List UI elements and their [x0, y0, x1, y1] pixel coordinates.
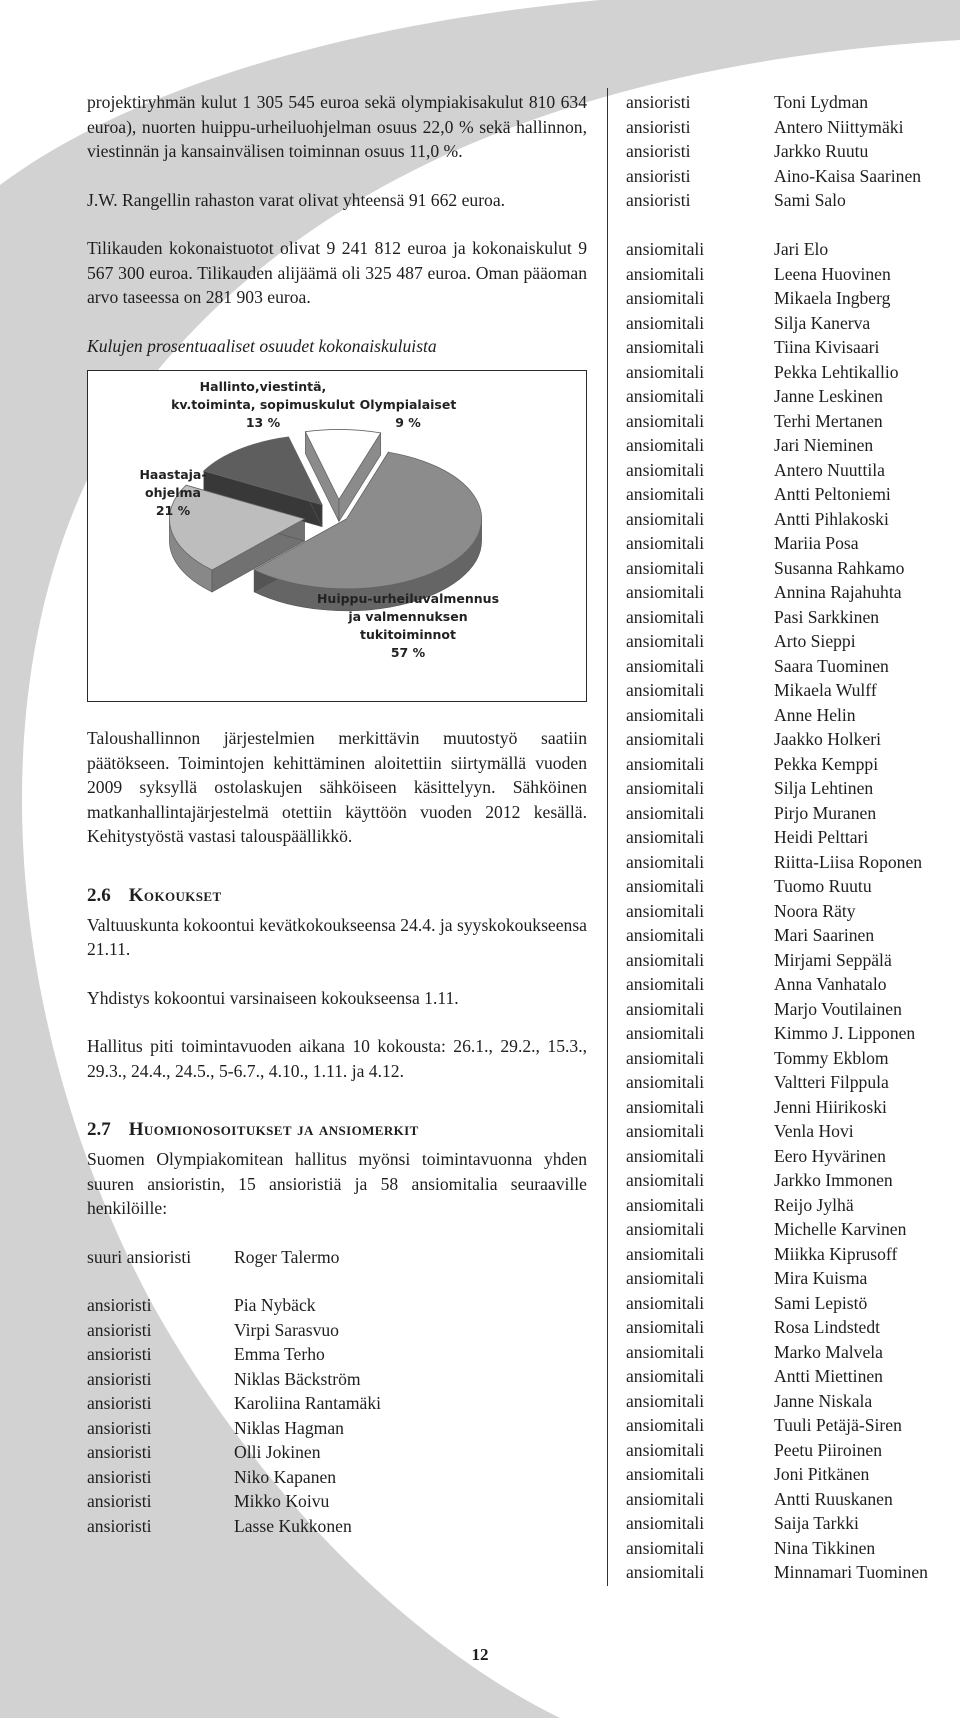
award-type: ansiomitali — [626, 704, 705, 725]
award-name: Mikko Koivu — [234, 1491, 330, 1511]
award-name: Mira Kuisma — [774, 1268, 868, 1288]
award-name: Mariia Posa — [774, 533, 859, 553]
award-name: Minnamari Tuominen — [774, 1562, 928, 1582]
award-type: ansioristi — [87, 1442, 152, 1462]
award-type: ansiomitali — [626, 1268, 705, 1288]
award-name: Emma Terho — [234, 1344, 325, 1364]
list-item — [87, 1293, 587, 1318]
list-item — [626, 1438, 956, 1463]
award-name: Toni Lydman — [774, 92, 869, 112]
pie-label-line: Olympialaiset — [359, 397, 457, 412]
award-type: ansiomitali — [626, 1121, 705, 1141]
award-name: Tommy Ekblom — [774, 1047, 889, 1068]
award-name: Reijo Jylhä — [774, 1194, 854, 1215]
list-item — [87, 1367, 587, 1392]
list-item — [626, 752, 956, 777]
award-type: ansiomitali — [626, 1488, 705, 1509]
award-type: ansioristi — [626, 116, 691, 137]
page-number: 12 — [471, 1645, 489, 1664]
award-name: Noora Räty — [774, 900, 856, 921]
list-item — [626, 1217, 956, 1242]
award-type: ansioristi — [626, 190, 691, 210]
award-type: ansioristi — [87, 1515, 152, 1536]
list-item — [626, 899, 956, 924]
award-type: ansiomitali — [626, 239, 705, 259]
award-name: Pirjo Muranen — [774, 802, 877, 823]
award-type: ansiomitali — [626, 1537, 705, 1558]
list-item — [626, 311, 956, 336]
award-name: Lasse Kukkonen — [234, 1515, 352, 1536]
list-item — [626, 531, 956, 556]
list-item — [626, 629, 956, 654]
award-name: Antti Pihlakoski — [774, 508, 889, 529]
award-name: Niklas Hagman — [234, 1417, 344, 1438]
award-name: Niklas Bäckström — [234, 1368, 361, 1389]
award-type: ansiomitali — [626, 949, 705, 970]
list-item — [87, 1514, 587, 1539]
award-name: Sami Salo — [774, 190, 846, 210]
award-name: Silja Lehtinen — [774, 778, 874, 798]
award-name: Arto Sieppi — [774, 631, 856, 651]
list-item — [626, 776, 956, 801]
pie-label-line: Hallinto,viestintä, — [199, 379, 327, 394]
award-name: Riitta-Liisa Roponen — [774, 851, 923, 872]
award-name: Anne Helin — [774, 704, 856, 725]
award-type: ansiomitali — [626, 1292, 705, 1313]
list-item — [626, 703, 956, 728]
award-type: ansiomitali — [626, 900, 705, 921]
list-item — [626, 164, 956, 189]
award-name: Jenni Hiirikoski — [774, 1096, 887, 1117]
list-item — [626, 1315, 956, 1340]
award-type: ansiomitali — [626, 753, 705, 774]
award-list-ansioristi — [626, 90, 956, 213]
list-item — [626, 90, 956, 115]
award-name: Susanna Rahkamo — [774, 557, 905, 578]
award-type: ansiomitali — [626, 974, 705, 994]
award-name: Olli Jokinen — [234, 1442, 321, 1462]
section-number: 2.7 — [87, 1119, 111, 1140]
list-item — [626, 262, 956, 287]
award-type: ansiomitali — [626, 361, 705, 382]
award-type: ansiomitali — [626, 1243, 705, 1264]
list-item — [626, 1193, 956, 1218]
list-item — [626, 433, 956, 458]
list-item — [626, 923, 956, 948]
list-item — [87, 1465, 587, 1490]
pie-label-line: ja valmennuksen — [348, 609, 468, 624]
award-type: ansiomitali — [626, 778, 705, 798]
award-name: Nina Tikkinen — [774, 1537, 876, 1558]
award-name: Tuuli Petäjä-Siren — [774, 1415, 902, 1435]
section-heading-huomionosoitukset — [87, 1117, 587, 1143]
list-item — [626, 1070, 956, 1095]
award-type: ansiomitali — [626, 680, 705, 700]
pie-label-line: Haastaja- — [139, 467, 207, 482]
list-item — [626, 1487, 956, 1512]
award-name: Anna Vanhatalo — [774, 974, 887, 994]
award-type: ansiomitali — [626, 1366, 705, 1386]
award-type: ansiomitali — [626, 582, 705, 602]
award-name: Pekka Kemppi — [774, 753, 879, 774]
award-list-ansiomitali — [626, 237, 956, 1585]
award-type: ansiomitali — [626, 386, 705, 406]
award-type: ansioristi — [87, 1295, 152, 1315]
list-item — [87, 1440, 587, 1465]
list-item — [626, 1095, 956, 1120]
list-item — [626, 948, 956, 973]
chart-caption: Kulujen prosentuaaliset osuudet kokonaiskuluista — [87, 335, 437, 356]
pie-slice-tops — [169, 430, 481, 589]
list-item — [87, 1489, 587, 1514]
list-item — [626, 335, 956, 360]
list-item — [626, 678, 956, 703]
list-item — [626, 580, 956, 605]
award-type: ansiomitali — [626, 263, 705, 284]
list-item — [87, 1391, 587, 1416]
list-item — [626, 727, 956, 752]
award-type: ansiomitali — [626, 435, 705, 455]
list-item — [626, 1462, 956, 1487]
list-item — [626, 1340, 956, 1365]
list-item — [626, 458, 956, 483]
paragraph-yhdistys: Yhdistys kokoontui varsinaiseen kokoukseensa 1.11. — [87, 987, 459, 1008]
award-name: Saija Tarkki — [774, 1513, 859, 1533]
group-spacer — [626, 213, 956, 238]
award-name: Antti Peltoniemi — [774, 484, 891, 504]
pie-label-4 — [360, 397, 457, 430]
award-name: Antti Miettinen — [774, 1366, 883, 1386]
award-type: ansiomitali — [626, 337, 705, 357]
paragraph-hallitus: Hallitus piti toimintavuoden aikana 10 kokousta: 26.1., 29.2., 15.3., 29.3., 24.4., 24.5., 5-6.7., 4.10., 1.11. ja 4.12. — [87, 1036, 587, 1081]
award-name: Marjo Voutilainen — [774, 998, 902, 1019]
award-type: ansioristi — [87, 1393, 152, 1413]
award-type: ansiomitali — [626, 508, 705, 529]
list-item — [626, 972, 956, 997]
award-name: Pia Nybäck — [234, 1295, 316, 1315]
left-column — [87, 90, 587, 1538]
award-name: Jaakko Holkeri — [774, 729, 881, 749]
award-name: Aino-Kaisa Saarinen — [774, 165, 922, 186]
award-name: Mikaela Ingberg — [774, 288, 891, 308]
award-name: Kimmo J. Lipponen — [774, 1023, 916, 1043]
award-name: Antero Nuuttila — [774, 459, 885, 480]
award-name: Jari Elo — [774, 239, 829, 259]
list-item — [626, 237, 956, 262]
award-name: Janne Niskala — [774, 1390, 873, 1411]
award-type: ansiomitali — [626, 998, 705, 1019]
award-type: ansiomitali — [626, 1513, 705, 1533]
list-item — [626, 556, 956, 581]
paragraph-totals: Tilikauden kokonaistuotot olivat 9 241 812 euroa ja kokonaiskulut 9 567 300 euroa. Tilikauden alijäämä oli 325 487 euroa. Oman pääoman arvo taseessa on 281 903 euroa. — [87, 238, 587, 307]
award-type: ansiomitali — [626, 1317, 705, 1337]
award-type: ansioristi — [87, 1368, 152, 1389]
section-heading-kokoukset — [87, 883, 587, 909]
award-name: Roger Talermo — [234, 1246, 340, 1267]
award-name: Leena Huovinen — [774, 263, 891, 284]
award-type: ansiomitali — [626, 827, 705, 847]
award-type: ansiomitali — [626, 410, 705, 431]
pie-value-label: 13 % — [245, 415, 281, 430]
list-item — [626, 1560, 956, 1585]
award-type: ansioristi — [626, 141, 691, 161]
award-type: ansioristi — [87, 1417, 152, 1438]
list-item — [626, 1389, 956, 1414]
award-name: Joni Pitkänen — [774, 1464, 870, 1484]
list-item — [626, 1119, 956, 1144]
list-item — [626, 115, 956, 140]
award-name: Terhi Mertanen — [774, 410, 883, 431]
pie-label-line: tukitoiminnot — [360, 627, 456, 642]
list-item — [626, 286, 956, 311]
list-item — [626, 1364, 956, 1389]
grand-award-list — [87, 1245, 587, 1270]
pie-label-line: Huippu-urheiluvalmennus — [316, 591, 500, 606]
list-item — [626, 654, 956, 679]
award-name: Annina Rajahuhta — [774, 582, 902, 602]
list-item — [626, 1168, 956, 1193]
award-name: Antti Ruuskanen — [774, 1488, 893, 1509]
award-name: Pekka Lehtikallio — [774, 361, 899, 382]
award-name: Valtteri Filppula — [774, 1072, 889, 1092]
award-type: ansioristi — [87, 1466, 152, 1487]
award-name: Niko Kapanen — [234, 1466, 337, 1487]
award-type: ansiomitali — [626, 1170, 705, 1190]
award-name: Mikaela Wulff — [774, 680, 877, 700]
list-item — [626, 1291, 956, 1316]
list-item — [626, 1242, 956, 1267]
list-item — [626, 1021, 956, 1046]
award-name: Rosa Lindstedt — [774, 1317, 881, 1337]
award-type: ansiomitali — [626, 1464, 705, 1484]
award-type: ansiomitali — [626, 1415, 705, 1435]
award-type: ansiomitali — [626, 729, 705, 749]
pie-chart-box — [87, 370, 587, 702]
list-item — [626, 605, 956, 630]
award-name: Silja Kanerva — [774, 312, 871, 333]
award-name: Tiina Kivisaari — [774, 337, 880, 357]
section-title: Huomionosoitukset ja ansiomerkit — [128, 1119, 419, 1140]
award-name: Jarkko Ruutu — [774, 141, 869, 161]
list-item — [626, 850, 956, 875]
list-item — [626, 139, 956, 164]
paragraph-rangell-fund: J.W. Rangellin rahaston varat olivat yhteensä 91 662 euroa. — [87, 189, 506, 210]
award-type: ansioristi — [87, 1319, 152, 1340]
list-item — [626, 1046, 956, 1071]
list-item — [626, 1266, 956, 1291]
list-item — [87, 1416, 587, 1441]
award-type: ansiomitali — [626, 1145, 705, 1166]
list-item — [626, 874, 956, 899]
award-name: Mirjami Seppälä — [774, 949, 892, 970]
award-type: ansiomitali — [626, 1023, 705, 1043]
award-type: ansiomitali — [626, 1341, 705, 1362]
pie-label-line: kv.toiminta, sopimuskulut — [171, 397, 355, 412]
award-type: ansiomitali — [626, 1072, 705, 1092]
list-item — [626, 801, 956, 826]
award-name: Antero Niittymäki — [774, 116, 904, 137]
award-type: ansiomitali — [626, 1562, 705, 1582]
award-name: Michelle Karvinen — [774, 1219, 907, 1239]
pie-value-label: 57 % — [390, 645, 426, 660]
award-type: ansiomitali — [626, 1194, 705, 1215]
award-name: Miikka Kiprusoff — [774, 1243, 898, 1264]
pie-chart — [88, 371, 586, 701]
award-name: Jari Nieminen — [774, 435, 874, 455]
award-type: ansiomitali — [626, 484, 705, 504]
award-type: ansiomitali — [626, 655, 705, 676]
award-type: ansiomitali — [626, 1047, 705, 1068]
paragraph-awards-intro: Suomen Olympiakomitean hallitus myönsi toimintavuonna yhden suuren ansioristin, 15 ansioristiä ja 58 ansiomitalia seuraaville henkilöille: — [87, 1149, 587, 1218]
award-name: Saara Tuominen — [774, 655, 889, 676]
award-name: Mari Saarinen — [774, 925, 875, 945]
list-item — [626, 1536, 956, 1561]
award-type: ansiomitali — [626, 876, 705, 896]
award-name: Peetu Piiroinen — [774, 1439, 882, 1460]
award-type: ansiomitali — [626, 459, 705, 480]
pie-label-3 — [171, 379, 355, 430]
pie-value-label: 21 % — [155, 503, 191, 518]
award-name: Tuomo Ruutu — [774, 876, 872, 896]
award-type: ansiomitali — [626, 288, 705, 308]
award-name: Heidi Pelttari — [774, 827, 869, 847]
award-type: ansioristi — [87, 1491, 152, 1511]
column-divider — [607, 88, 608, 1586]
list-item — [87, 1318, 587, 1343]
right-column — [626, 90, 956, 1585]
paragraph-financial-systems: Taloushallinnon järjestelmien merkittävin muutostyö saatiin päätökseen. Toimintojen kehittäminen aloitettiin siirtymällä vuoden 2009 syksyllä ostolaskujen sähköiseen käsittelyyn. Sähköinen matkanhallintajärjestelmä otettiin käyttöön vuoden 2012 kesällä. Kehitystyöstä vastasi talouspäällikkö. — [87, 728, 587, 846]
list-item — [626, 997, 956, 1022]
award-type: ansiomitali — [626, 631, 705, 651]
award-type: ansiomitali — [626, 533, 705, 553]
award-type: ansiomitali — [626, 925, 705, 945]
list-item — [626, 1144, 956, 1169]
award-type: ansioristi — [626, 92, 691, 112]
award-name: Karoliina Rantamäki — [234, 1393, 382, 1413]
list-item — [626, 188, 956, 213]
award-type: ansiomitali — [626, 1390, 705, 1411]
award-name: Virpi Sarasvuo — [234, 1319, 339, 1340]
paragraph-valtuuskunta: Valtuuskunta kokoontui kevätkokoukseensa 24.4. ja syyskokoukseensa 21.11. — [87, 914, 587, 959]
list-item — [626, 409, 956, 434]
section-number: 2.6 — [87, 884, 111, 906]
pie-label-1 — [317, 591, 499, 660]
pie-label-line: ohjelma — [145, 485, 201, 500]
list-item — [626, 825, 956, 850]
award-name: Sami Lepistö — [774, 1292, 868, 1313]
award-type: suuri ansioristi — [87, 1246, 192, 1267]
list-item — [626, 1511, 956, 1536]
list-item — [626, 482, 956, 507]
pie-value-label: 9 % — [395, 415, 421, 430]
list-item — [87, 1342, 587, 1367]
award-type: ansiomitali — [626, 802, 705, 823]
list-item — [626, 507, 956, 532]
paragraph-costs: projektiryhmän kulut 1 305 545 euroa sekä olympiakisakulut 810 634 euroa), nuorten huippu-urheiluohjelman osuus 22,0 % sekä hallinnon, viestinnän ja kansainvälisen toiminnan osuus 11,0 %. — [87, 92, 587, 161]
award-type: ansiomitali — [626, 557, 705, 578]
section-title: Kokoukset — [128, 884, 222, 906]
award-type: ansioristi — [87, 1344, 152, 1364]
award-list-left — [87, 1293, 587, 1538]
award-type: ansiomitali — [626, 1439, 705, 1460]
award-name: Pasi Sarkkinen — [774, 606, 880, 627]
list-item — [626, 360, 956, 385]
award-type: ansioristi — [626, 165, 691, 186]
list-item — [87, 1245, 587, 1270]
award-type: ansiomitali — [626, 606, 705, 627]
award-type: ansiomitali — [626, 851, 705, 872]
award-type: ansiomitali — [626, 312, 705, 333]
award-type: ansiomitali — [626, 1096, 705, 1117]
award-type: ansiomitali — [626, 1219, 705, 1239]
award-name: Venla Hovi — [774, 1121, 854, 1141]
award-name: Marko Malvela — [774, 1341, 883, 1362]
list-item — [626, 1413, 956, 1438]
award-name: Janne Leskinen — [774, 386, 883, 406]
award-name: Jarkko Immonen — [774, 1170, 893, 1190]
list-item — [626, 384, 956, 409]
award-name: Eero Hyvärinen — [774, 1145, 886, 1166]
